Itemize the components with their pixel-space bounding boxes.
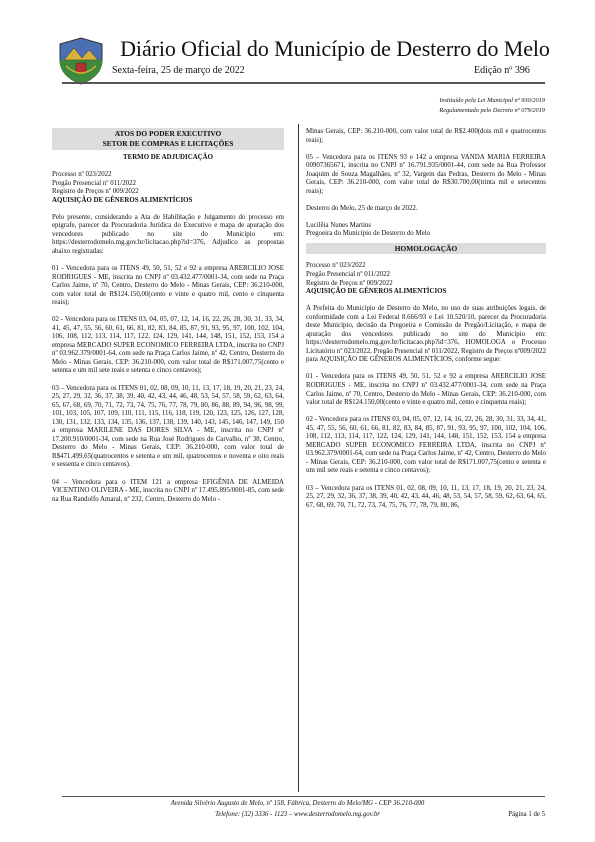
homologation-item-02: 02 - Vencedora para os ITENS 03, 04, 05, 07, 12, 14, 16, 22, 26, 28, 30, 31, 33, 34, 41, 45, 47, 55, 56, 60, 61, 66, 81, 82, 83, 84, 85, 87, 91, 93, 95, 97, 100, 102, 104, 106, 108, 112, 113, 114, 117, 122, 124, 129, 141, 144, 148, 151, 152, 153, 154 a empresa MERCADO SUPER ECONOMICO FERREIRA LTDA, inscrita no CNPJ nº 03.962.379/0001-64, com sede na Praça Carlos Jaime, nº 42, Centro, Desterro do Melo - Minas Gerais, CEP: 36.210-000, com valor total de R$171.007,75(cento e setenta e um mil sete reais e setenta e cinco centavos); [306, 416, 546, 475]
adjudication-item-01: 01 - Vencedora para os ITENS 49, 50, 51, 52 e 92 a empresa ARERCILIO JOSE RODRIGUES - ME, inscrita no CNPJ nº 03.432.477/0001-34, com sede na Praça Carlos Jaime, nº 70, Centro, Desterro do Melo - Minas Gerais, CEP: 36.210-000, com valor total de R$124.150,00(cento e vinte e quatro mil, cento e cinquenta reais); [52, 264, 284, 307]
edition-number: Edição nº 396 [474, 65, 530, 76]
header-divider [62, 82, 545, 84]
homolog-process-number: Processo nº 023/2022 [306, 262, 366, 270]
section-title-executive: ATOS DO PODER EXECUTIVO [114, 129, 222, 138]
process-object: AQUISIÇÃO DE GÊNEROS ALIMENTÍCIOS [52, 196, 193, 204]
adjudication-item-04: 04 – Vencedora para o ITEM 121 a empresa EFIGÊNIA DE ALMEIDA VICENTINO OLIVEIRA - ME, inscrita no CNPJ nº 17.495.895/0001-85, com sede na Rua Randolfo Amaral, nº 232, Centro, Desterro do Melo - [52, 478, 284, 503]
footer-contact: Telefone: (32) 3336 - 1123 – www.desterrodomelo.mg.gov.br [215, 811, 380, 818]
left-column [52, 128, 284, 504]
homologation-item-03: 03 – Vencedora para os ITENS 01, 02, 08, 09, 10, 11, 13, 17, 18, 19, 20, 21, 23, 24, 25, 27, 29, 32, 36, 37, 38, 39, 40, 42, 43, 44, 46, 48, 53, 54, 57, 58, 59, 62, 63, 64, 65, 67, 68, 69, 70, 71, 72, 73, 74, 75, 76, 77, 78, 79, 80, 86, [306, 484, 546, 509]
footer-divider [62, 796, 545, 797]
process-number: Processo nº 023/2022 [52, 171, 112, 179]
section-title-purchasing: SETOR DE COMPRAS E LICITAÇÕES [102, 139, 234, 148]
footer-address: Avenida Silvério Augusto de Melo, nº 158, Fábrica, Desterro do Melo/MG - CEP 36.210-000 [170, 800, 425, 807]
adjudication-item-05: 05 – Vencedora para os ITENS 93 e 142 a empresa VANDA MARIA FERREIRA 00907365671, inscrita no CNPJ nº 16.791.935/0001-44, com sede na Rua Professor Joaquim de Souza Magalhães, nº 32, Vargem das Pedras, Desterro do Melo - Minas Gerais, CEP: 36.210-000, com valor total de R$30.700,00(trinta mil e setecentos reais); [306, 153, 546, 195]
adjudication-item-03: 03 – Vencedora para os ITENS 01, 02, 08, 09, 10, 11, 13, 17, 18, 19, 20, 21, 23, 24, 25, 27, 29, 32, 36, 37, 38, 39, 40, 42, 43, 44, 46, 48, 53, 54, 57, 58, 59, 62, 63, 64, 65, 67, 68, 69, 70, 71, 72, 73, 74, 75, 76, 77, 78, 79, 80, 86, 88, 89, 94, 96, 98, 99, 101, 103, 105, 107, 109, 110, 111, 115, 116, 118, 119, 120, 123, 125, 126, 127, 128, 130, 131, 132, 133, 134, 135, 136, 137, 138, 139, 140, 143, 145, 146, 147, 149, 150 a empresa MARILENE DAS DORES SILVA - ME, inscrita no CNPJ nº 17.200.910/0001-34, com sede na Rua José Rodrigues de Carvalho, nº 38, Centro, Desterro do Melo - Minas Gerais, CEP: 36.210-000, com valor total de R$471.499,65(quatrocentos e setenta e um mil, quatrocentos e noventa e oito reais e sessenta e cinco centavos). [52, 384, 284, 469]
homologation-item-01: 01 - Vencedora para os ITENS 49, 50, 51, 52 e 92 a empresa ARERCILIO JOSE RODRIGUES - ME, inscrita no CNPJ nº 03.432.477/0001-34, com sede na Praça Carlos Jaime, nº 70, Centro, Desterro do Melo - Minas Gerais, CEP: 36.210-000, com valor total de R$124.150,00(cento e vinte e quatro mil, cento e cinquenta reais); [306, 373, 546, 407]
place-date: Desterro do Melo, 25 de março de 2022. [306, 204, 418, 212]
decree-reference: Regulamentado pelo Decreto nº 079/2019 [439, 107, 545, 114]
issue-date: Sexta-feira, 25 de março de 2022 [112, 65, 245, 76]
homologation-text: A Prefeita do Município de Desterro do Melo, no uso de suas atribuições legais, de conformidade com a Lei Federal 8.666/93 e Lei 10.520/10, parecer da Procuradoria deste Município, decisão da Pregoeira e Comissão de Pregão/Licitação, e mapa de apuração dos vencedores publicado no site do Município em: https://desterrodomelo.mg.gov.br/licitacao.php?id=376, HOMOLOGA o Processo Licitatório nº 023/2022, Pregão Presencial nº 011/2022, Registro de Preços nº009/2022 para AQUISIÇÃO DE GÊNEROS ALIMENTÍCIOS, conforme segue: [306, 305, 547, 364]
column-divider [298, 124, 299, 792]
homolog-price-registry-number: Registro de Preços nº 009/2022 [306, 279, 393, 287]
adjudication-heading: TERMO DE ADJUDICAÇÃO [123, 154, 213, 161]
adjudication-item-02: 02 - Vencedora para os ITENS 03, 04, 05, 07, 12, 14, 16, 22, 26, 28, 30, 31, 33, 34, 41, 45, 47, 55, 56, 60, 61, 66, 81, 82, 83, 84, 85, 87, 91, 93, 95, 97, 100, 102, 104, 106, 108, 112, 113, 114, 117, 122, 124, 129, 141, 144, 148, 151, 152, 153, 154 a empresa MERCADO SUPER ECONOMICO FERREIRA LTDA, inscrita no CNPJ nº 03.962.379/0001-64, com sede na Praça Carlos Jaime, nº 42, Centro, Desterro do Melo - Minas Gerais, CEP: 36.210-000, com valor total de R$171.007,75(cento e setenta e um mil sete reais e setenta e cinco centavos); [52, 316, 284, 375]
adjudication-intro: Pelo presente, considerando a Ata de Habilitação e Julgamento do processo em epígrafe, parecer da Procuradoria Jurídica do Executivo e mapa de apuração dos vencedores publicado no site do Município em: https://desterrodomelo.mg.gov.br/licitacao.php?id=376, Adjudico as propostas abaixo registradas: [52, 213, 284, 255]
adjudication-item-04-continued: Minas Gerais, CEP: 36.210-000, com valor total de R$2.400(dois mil e quatrocentos reais); [306, 128, 546, 144]
section-banner [52, 128, 284, 150]
homolog-process-object: AQUISIÇÃO DE GÊNEROS ALIMENTÍCIOS [306, 288, 447, 296]
homologation-heading: HOMOLOGAÇÃO [306, 243, 546, 254]
price-registry-number: Registro de Preços nº 009/2022 [52, 188, 139, 196]
pregao-number: Pregão Presencial nº 011/2022 [52, 179, 136, 187]
municipal-crest-icon [58, 36, 104, 86]
page-number: Página 1 de 5 [508, 811, 545, 818]
law-reference: Instituído pela Lei Municipal nº 930/2019 [439, 97, 545, 104]
homolog-pregao-number: Pregão Presencial nº 011/2022 [306, 271, 390, 279]
signer-name: Lucilêia Nunes Martins [306, 221, 372, 229]
signer-role: Pregoeira do Município de Desterro do Melo [306, 230, 431, 238]
right-column [306, 128, 546, 510]
gazette-title: Diário Oficial do Município de Desterro do Melo [120, 36, 550, 61]
